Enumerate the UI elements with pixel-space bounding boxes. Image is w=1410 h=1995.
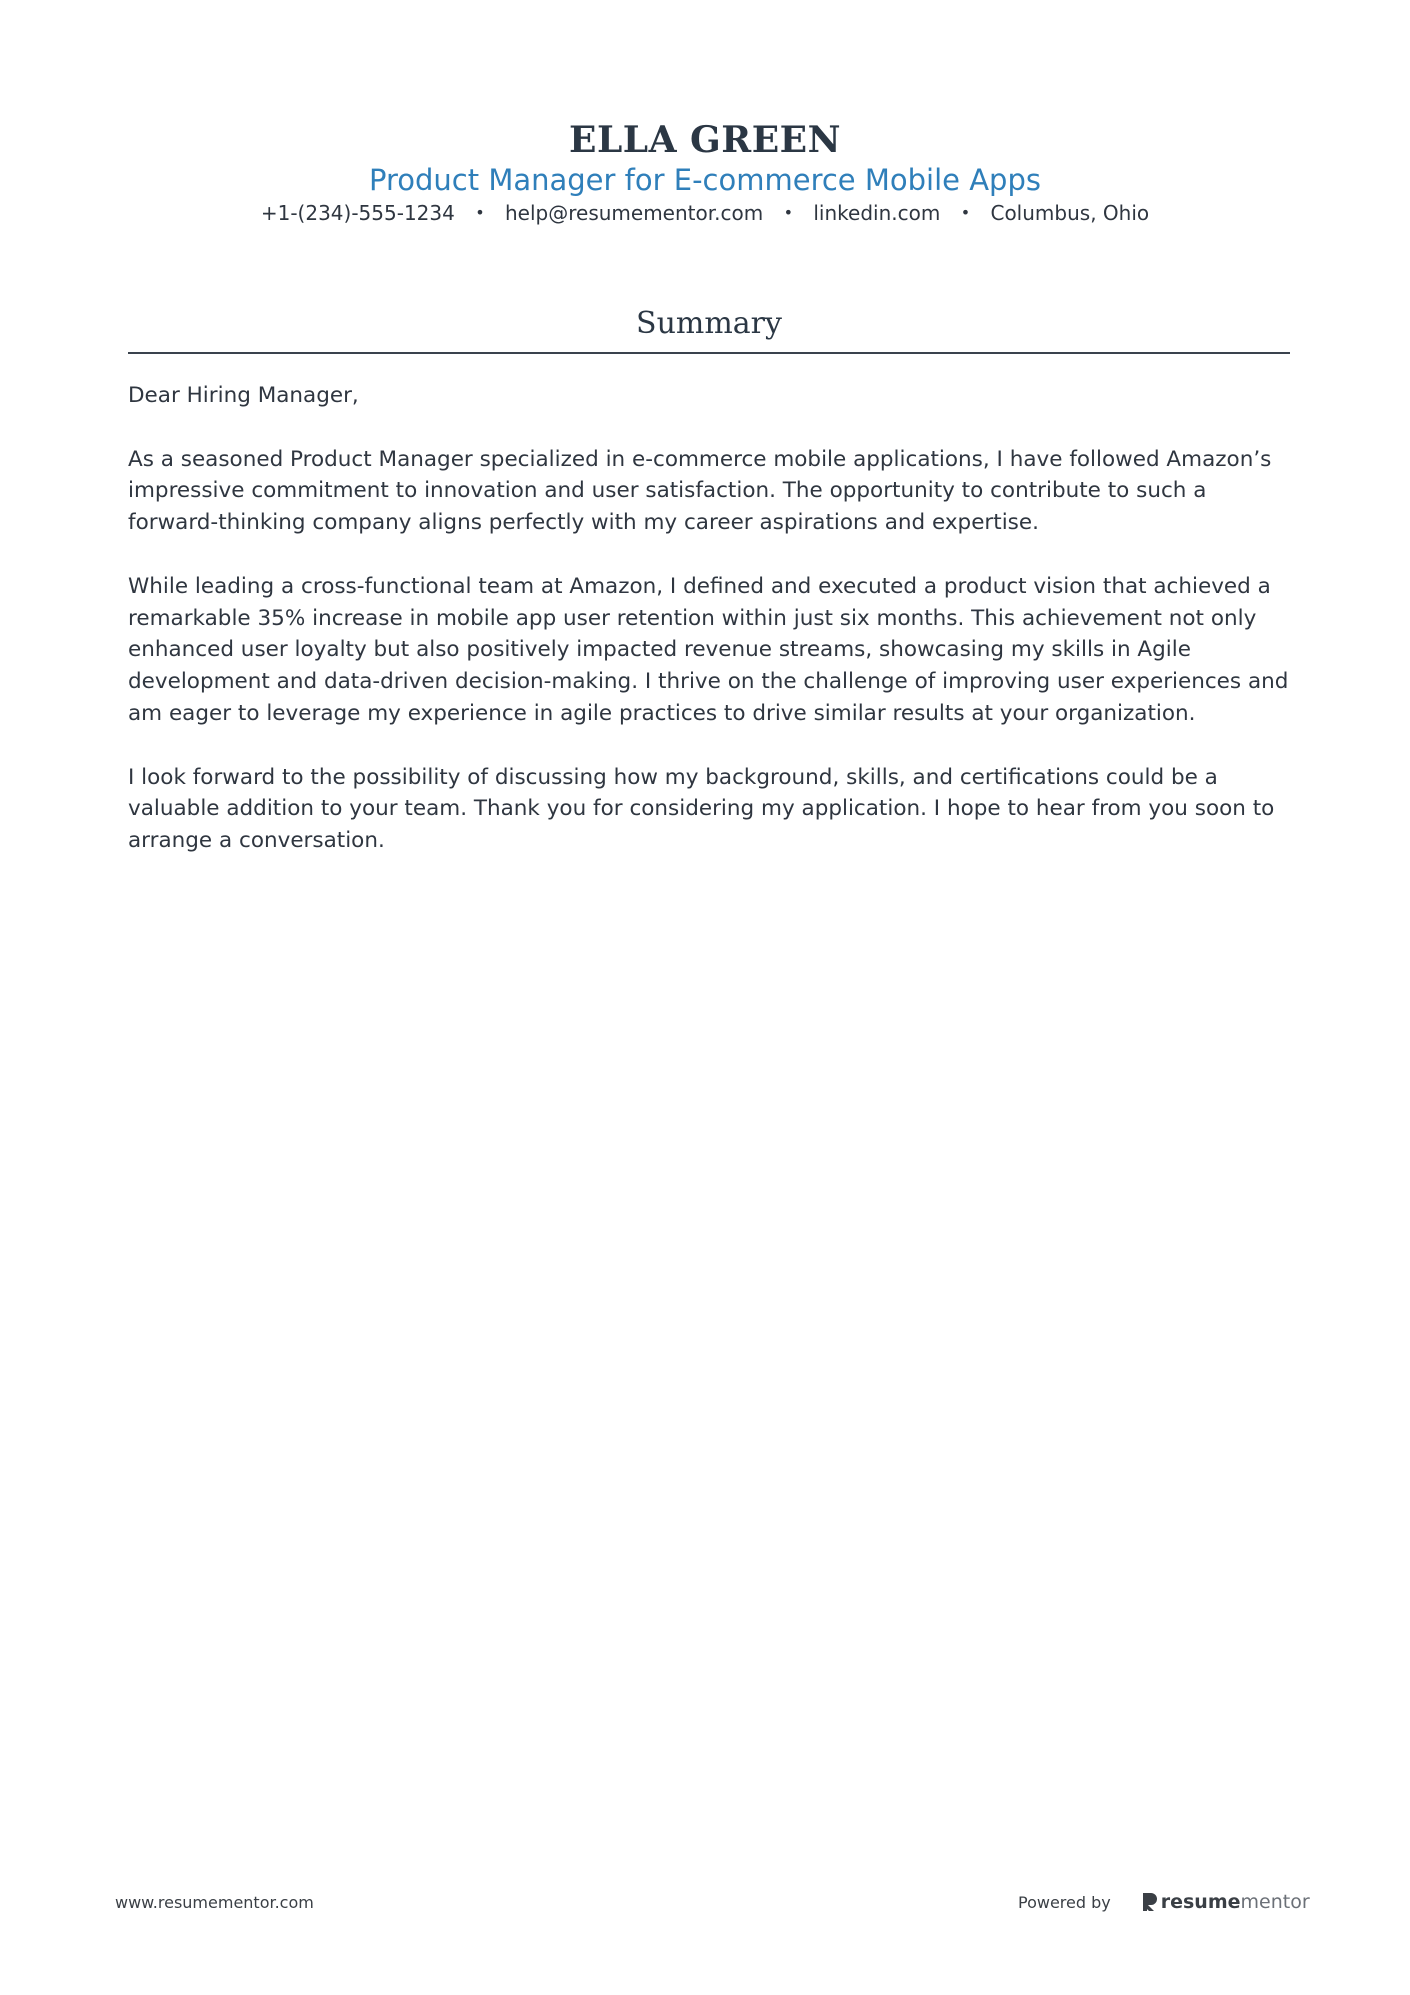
brand-text-resume: resume — [1160, 1891, 1241, 1913]
contact-line — [0, 198, 1410, 230]
header — [0, 118, 1410, 230]
section-divider — [128, 352, 1290, 354]
contact-location: Columbus, Ohio — [990, 201, 1150, 225]
contact-phone[interactable]: +1-(234)-555-1234 — [260, 201, 455, 225]
brand-text-mentor: mentor — [1240, 1891, 1310, 1913]
contact-linkedin[interactable]: linkedin.com — [813, 201, 941, 225]
bullet-separator: • — [783, 203, 793, 222]
bullet-separator: • — [960, 203, 971, 222]
job-title: Product Manager for E-commerce Mobile Apps — [369, 163, 1041, 197]
salutation: Dear Hiring Manager, — [128, 383, 359, 408]
powered-by-label: Powered by — [1018, 1892, 1111, 1912]
paragraph-3: I look forward to the possibility of discussing how my background, skills, and certifications could be a valuable addition to your team. Thank you for considering my application. I hope to hear from you soon to arrange a conversation. — [128, 764, 1275, 854]
footer-website[interactable]: www.resumementor.com — [115, 1893, 314, 1912]
brand-logo[interactable] — [1141, 1891, 1310, 1913]
resumementor-logo-icon — [1141, 1892, 1158, 1912]
bullet-separator: • — [475, 203, 485, 222]
section-title: Summary — [636, 306, 782, 341]
footer-branding — [1018, 1888, 1310, 1916]
paragraph-2: While leading a cross-functional team at Amazon, I defined and executed a product vision that achieved a remarkable 35% increase in mobile app user retention within just six months. This achievement not only enhanced user loyalty but also positively impacted revenue streams, showcasing my skills in Agile development and data-driven decision-making. I thrive on the challenge of improving user experiences and am eager to leverage my experience in agile practices to drive similar results at your organization. — [128, 573, 1289, 726]
letter-body — [128, 380, 1290, 889]
paragraph-1: As a seasoned Product Manager specialized in e-commerce mobile applications, I have followed Amazon’s impressive commitment to innovation and user satisfaction. The opportunity to contribute to such a forward-thinking company aligns perfectly with my career aspirations and expertise. — [128, 446, 1272, 536]
contact-email[interactable]: help@resumementor.com — [505, 201, 764, 225]
candidate-name: ELLA GREEN — [569, 119, 841, 161]
